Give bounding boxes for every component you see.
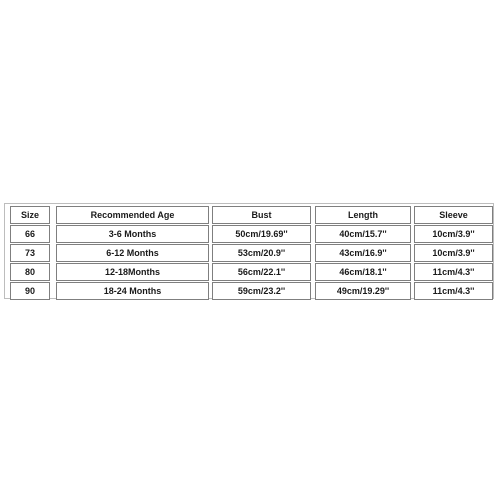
- bust-cell: 59cm/23.2'': [212, 282, 311, 300]
- table-row: [5, 282, 493, 304]
- bust-cell: 56cm/22.1'': [212, 263, 311, 281]
- size-cell: 80: [10, 263, 50, 281]
- age-cell: 3-6 Months: [56, 225, 209, 243]
- sleeve-cell: 10cm/3.9'': [414, 225, 493, 243]
- length-cell: 49cm/19.29'': [315, 282, 411, 300]
- header-sleeve: Sleeve: [414, 206, 493, 224]
- age-cell: 12-18Months: [56, 263, 209, 281]
- sleeve-cell: 11cm/4.3'': [414, 263, 493, 281]
- size-chart-table: [4, 203, 494, 299]
- size-cell: 90: [10, 282, 50, 300]
- age-cell: 18-24 Months: [56, 282, 209, 300]
- header-bust: Bust: [212, 206, 311, 224]
- length-cell: 43cm/16.9'': [315, 244, 411, 262]
- header-recommended-age: Recommended Age: [56, 206, 209, 224]
- header-length: Length: [315, 206, 411, 224]
- size-cell: 73: [10, 244, 50, 262]
- sleeve-cell: 10cm/3.9'': [414, 244, 493, 262]
- sleeve-cell: 11cm/4.3'': [414, 282, 493, 300]
- header-size: Size: [10, 206, 50, 224]
- length-cell: 46cm/18.1'': [315, 263, 411, 281]
- size-cell: 66: [10, 225, 50, 243]
- length-cell: 40cm/15.7'': [315, 225, 411, 243]
- bust-cell: 53cm/20.9'': [212, 244, 311, 262]
- bust-cell: 50cm/19.69'': [212, 225, 311, 243]
- age-cell: 6-12 Months: [56, 244, 209, 262]
